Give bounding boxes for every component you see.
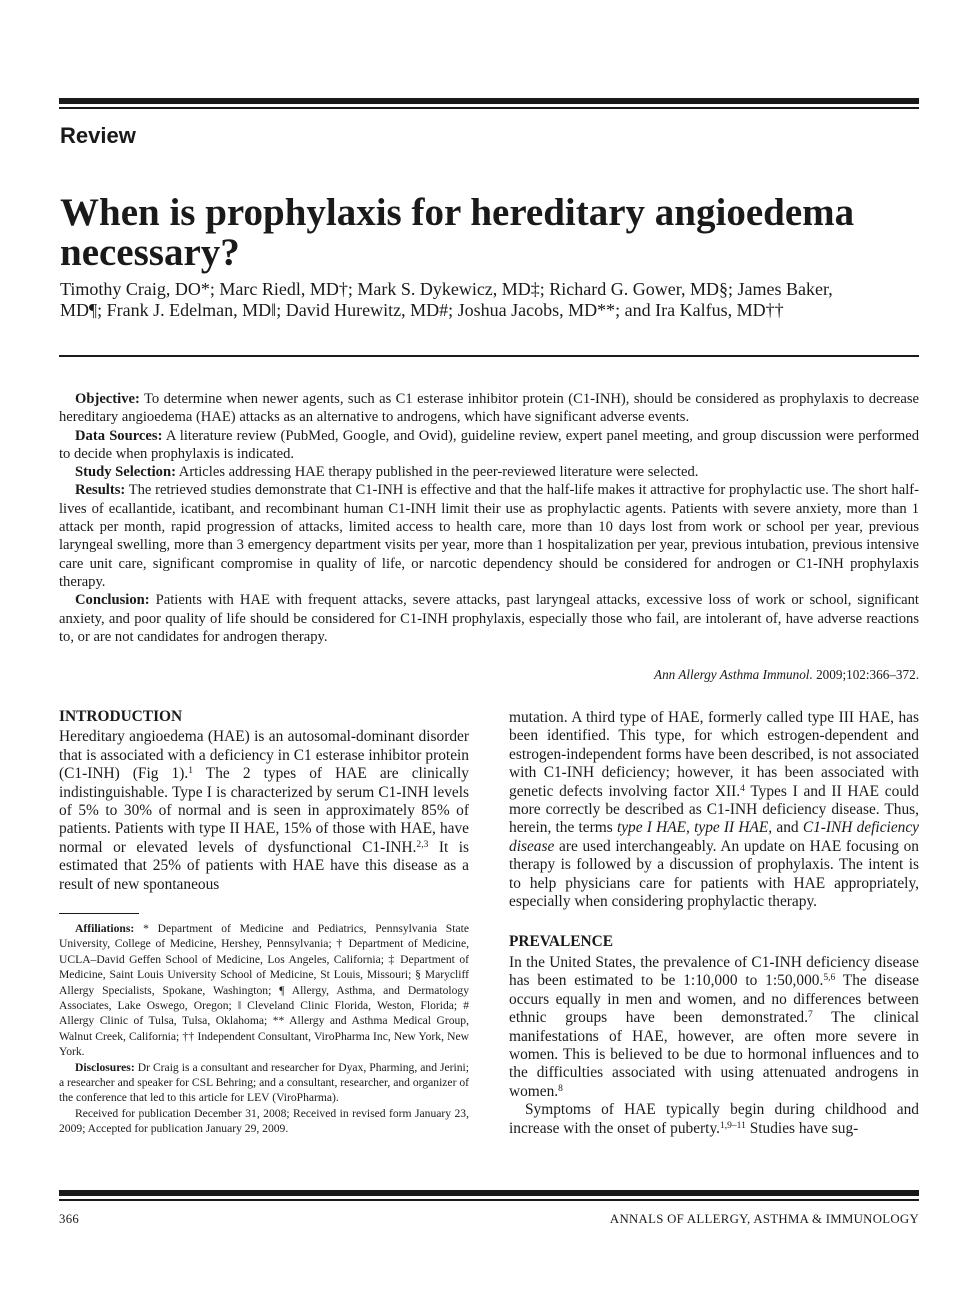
citation-details: 2009;102:366–372. (816, 667, 919, 682)
results-label: Results: (75, 482, 126, 499)
text-run: mutation. A third type of HAE, formerly called type III HAE, has been identified. This type, for which estrogen-dependent and estrogen-independent forms have been described, is not associated with C1-INH deficiency; however, it has been associated with genetic defects involving factor XII. (509, 709, 919, 800)
abstract-data-sources (59, 427, 919, 464)
text-run: Symptoms of HAE typically begin during childhood and increase with the onset of puberty. (509, 1101, 919, 1137)
introduction-paragraph-1 (59, 728, 469, 894)
author-list: Timothy Craig, DO*; Marc Riedl, MD†; Mark S. Dykewicz, MD‡; Richard G. Gower, MD§; James Baker, MD¶; Frank J. Edelman, MD‖; David Hurewitz, MD#; Joshua Jacobs, MD**; and Ira Kalfus, MD†† (60, 279, 833, 320)
study-selection-text: Articles addressing HAE therapy published in the peer-reviewed literature were selected. (178, 464, 699, 481)
page-number: 366 (59, 1212, 80, 1226)
text-run: Hereditary angioedema (HAE) is an autosomal-dominant disorder that is associated with a deficiency in C1 esterase inhibitor protein (C1-INH) (Fig 1). (59, 728, 469, 783)
text-run: Studies have sug- (745, 1119, 859, 1137)
section-tag: Review (60, 123, 136, 148)
footnote-separator (59, 913, 139, 914)
prevalence-paragraph-1 (509, 954, 919, 1101)
text-run: The clinical manifestations of HAE, however, are often more severe in women. This is believed to be due to hormonal influences and to the difficulties associated with using attenuated androgens in women. (509, 1009, 919, 1100)
italic-term: type I HAE, type II HAE, (616, 819, 773, 837)
prevalence-paragraph-2 (509, 1101, 919, 1138)
disclosures-label: Disclosures: (75, 1060, 135, 1074)
bottom-rule-thick (59, 1190, 919, 1196)
journal-citation (500, 667, 919, 683)
text-run: It is estimated that 25% of patients with HAE have this disease as a result of new spontaneous (59, 838, 469, 893)
reference-marker: 5,6 (823, 972, 836, 984)
reference-marker: 8 (558, 1082, 563, 1094)
prevalence-heading: PREVALENCE (509, 933, 614, 951)
introduction-heading: INTRODUCTION (59, 708, 183, 725)
authors-rule (59, 355, 919, 357)
affiliations-text: * Department of Medicine and Pediatrics, Pennsylvania State University, College of Medicine, Hershey, Pennsylvania; † Department of Medicine, UCLA–David Geffen School of Medicine, Los Angeles, California; ‡ Department of Medicine, Saint Louis University School of Medicine, St Louis, Missouri; § Marycliff Allergy Specialists, Spokane, Washington; ¶ Allergy, Asthma, and Dermatology Associates, Lake Oswego, Oregon; ‖ Cleveland Clinic Florida, Weston, Florida; # Allergy Clinic of Tulsa, Tulsa, Oklahoma; ** Allergy and Asthma Medical Group, Walnut Creek, California; †† Independent Consultant, ViroPharma Inc, New York, New York. (59, 922, 469, 1059)
article-title: When is prophylaxis for hereditary angioedema necessary? (60, 191, 855, 274)
objective-label: Objective: (75, 391, 140, 407)
results-text: The retrieved studies demonstrate that C1-INH is effective and that the half-life makes it attractive for prophylactic use. The short half-lives of ecallantide, icatibant, and recombinant human C1-INH limit their use as prophylactic agents. Patients with severe anxiety, more than 1 attack per month, rapid progression of attacks, limited access to health care, more than 10 days lost from work or school per year, previous laryngeal swelling, more than 3 emergency department visits per year, more than 1 hospitalization per year, previous intubation, previous intensive care unit care, significant compromise in quality of life, or narcotic dependency should be considered for androgen or C1-INH prophylaxis therapy. (59, 482, 919, 590)
top-rule-thin (59, 107, 919, 109)
data-sources-text: A literature review (PubMed, Google, and Ovid), guideline review, expert panel meeting, and group discussion were performed to decide when prophylaxis is indicated. (59, 427, 920, 462)
disclosures (59, 1060, 469, 1106)
text-run: and (772, 819, 803, 837)
text-run: The disease occurs equally in men and women, and no differences between ethnic groups have been demonstrated. (509, 972, 919, 1027)
introduction-paragraph-2 (509, 709, 919, 911)
abstract-results (59, 481, 919, 591)
received-dates: Received for publication December 31, 2008; Received in revised form January 23, 2009; Accepted for publication January 29, 2009. (59, 1106, 469, 1136)
bottom-rule-thin (59, 1199, 919, 1201)
disclosures-text: Dr Craig is a consultant and researcher for Dyax, Pharming, and Jerini; a researcher and speaker for CSL Behring; and a consultant, researcher, and organizer of the conference that led to this article for LEV (ViroPharma). (59, 1060, 469, 1105)
affiliations-label: Affiliations: (75, 922, 135, 935)
affiliations-footnote (59, 921, 469, 1137)
abstract-objective (59, 390, 919, 427)
conclusion-text: Patients with HAE with frequent attacks, severe attacks, past laryngeal attacks, excessive loss of work or school, significant anxiety, and poor quality of life should be considered for C1-INH prophylaxis, especially those who fail, are intolerant of, have adverse reactions to, or are not candidates for androgen therapy. (59, 592, 919, 645)
affiliations (59, 921, 469, 1060)
text-run: In the United States, the prevalence of C1-INH deficiency disease has been estimated to be 1:10,000 to 1:50,000. (509, 953, 919, 990)
reference-marker: 4 (740, 782, 745, 794)
italic-term: C1-INH deficiency disease (509, 819, 920, 855)
top-rule-thick (59, 98, 919, 104)
text-run: Types I and II HAE could more correctly be described as C1-INH deficiency disease. Thus, herein, the terms (509, 782, 919, 837)
reference-marker: 2,3 (416, 838, 429, 850)
abstract-conclusion (59, 591, 919, 646)
reference-marker: 1,9–11 (719, 1119, 746, 1131)
reference-marker: 7 (807, 1008, 813, 1020)
abstract (59, 390, 919, 646)
data-sources-label: Data Sources: (75, 427, 163, 444)
citation-journal: Ann Allergy Asthma Immunol. (654, 667, 813, 682)
introduction-section (59, 708, 469, 894)
text-run: are used interchangeably. An update on HAE focusing on therapy is followed by a discussion of prophylaxis. The intent is to help physicians care for patients with HAE appropriately, especially when considering prophylactic therapy. (509, 837, 919, 911)
right-column (509, 709, 919, 1138)
abstract-study-selection (59, 463, 919, 481)
reference-marker: 1 (188, 764, 193, 776)
study-selection-label: Study Selection: (75, 464, 176, 481)
journal-name-footer: ANNALS OF ALLERGY, ASTHMA & IMMUNOLOGY (609, 1212, 919, 1226)
conclusion-label: Conclusion: (75, 592, 150, 609)
text-run: The 2 types of HAE are clinically indistinguishable. Type I is characterized by serum C1-INH levels of 5% to 30% of normal and is seen in approximately 85% of patients. Patients with type II HAE, 15% of those with HAE, have normal or elevated levels of dysfunctional C1-INH. (59, 765, 469, 856)
objective-text: To determine when newer agents, such as C1 esterase inhibitor protein (C1-INH), should be considered as prophylaxis to decrease hereditary angioedema (HAE) attacks as an alternative to androgens, which have significant adverse events. (59, 391, 919, 426)
